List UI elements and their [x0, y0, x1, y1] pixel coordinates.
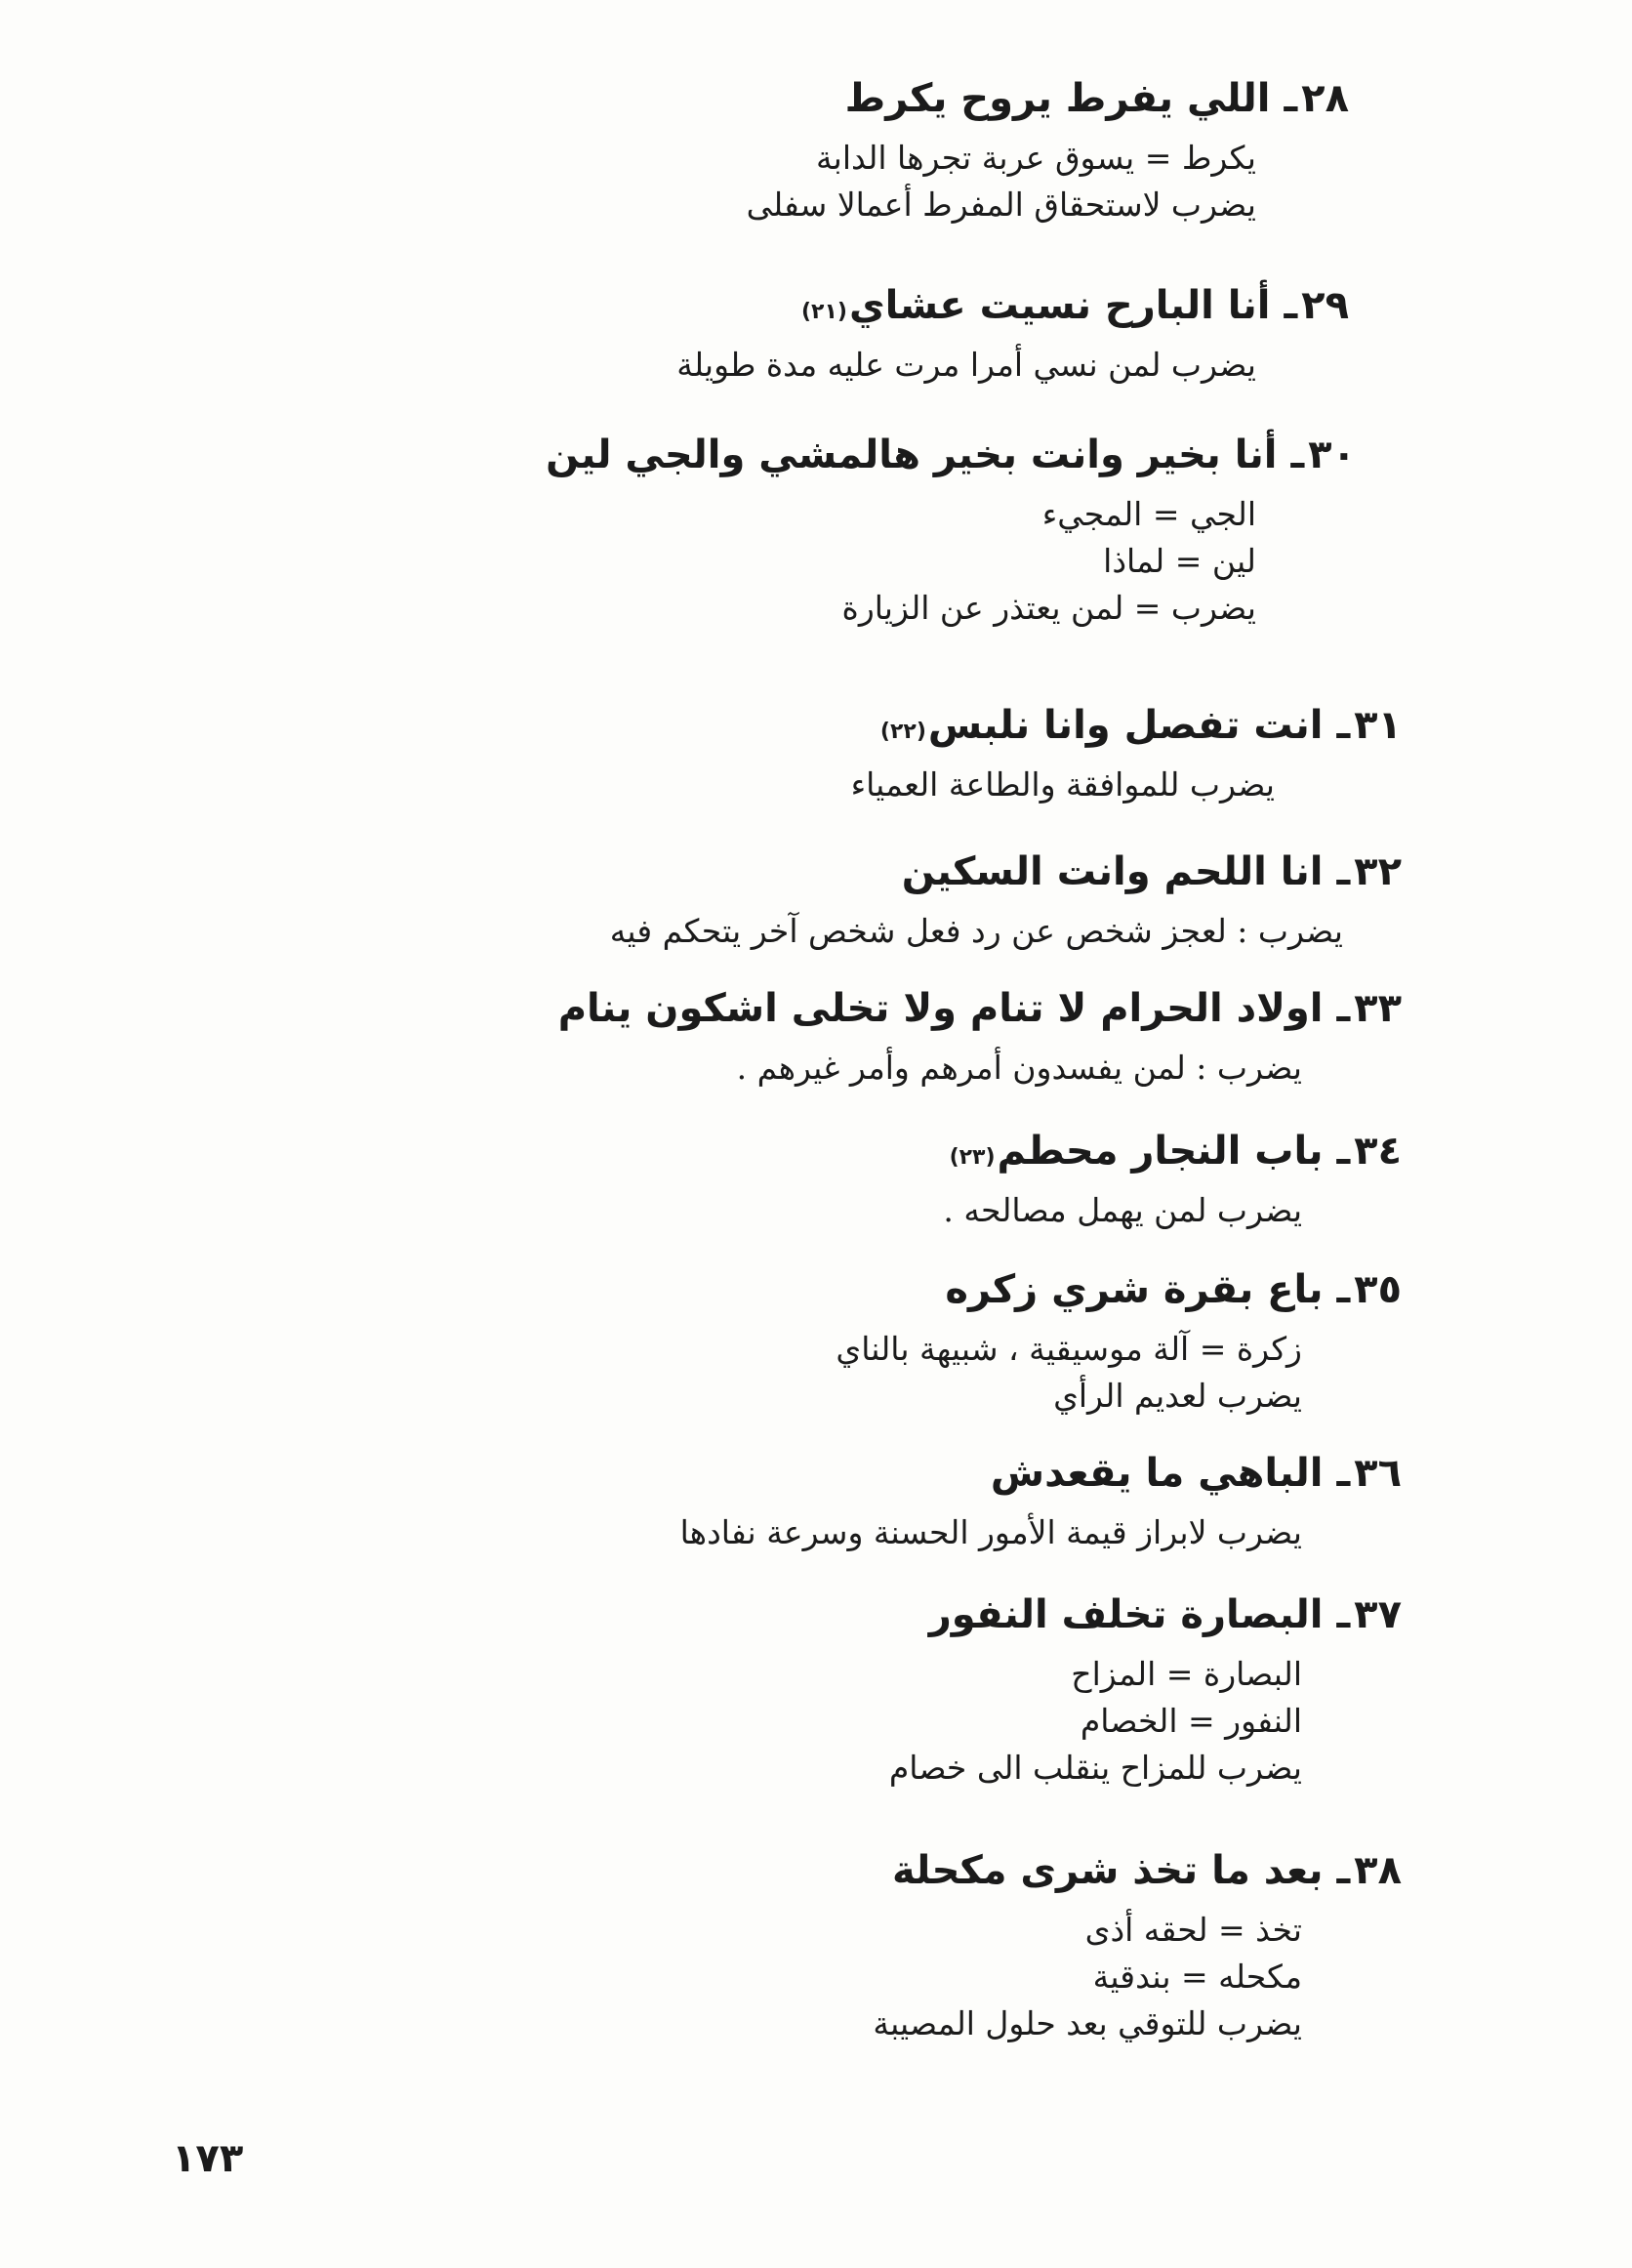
proverb-explanation: [889, 1651, 1302, 1792]
proverb-heading: [873, 1840, 1402, 1901]
proverb-title: البصارة تخلف النفور: [928, 1592, 1324, 1637]
proverb-heading: [546, 425, 1356, 485]
proverb-heading: [747, 68, 1349, 129]
proverb-explanation: [676, 342, 1256, 389]
heading-dash: ـ: [1336, 1451, 1351, 1496]
explanation-line: الجي = المجيء: [1041, 495, 1256, 533]
proverb-title: انا اللحم وانت السكين: [901, 849, 1324, 894]
proverb-entry-34: [943, 1121, 1402, 1234]
explanation-line: يضرب = لمن يعتذر عن الزيارة: [841, 589, 1256, 627]
proverb-entry-33: [558, 978, 1402, 1092]
footnote-marker: (٢٣): [949, 1145, 996, 1170]
heading-dash: ـ: [1290, 433, 1305, 477]
heading-dash: ـ: [1336, 849, 1351, 894]
proverb-number: ٢٨: [1301, 76, 1349, 121]
explanation-line: يضرب لمن يهمل مصالحه .: [943, 1191, 1302, 1229]
proverb-explanation: [680, 1509, 1302, 1556]
proverb-heading: [610, 842, 1402, 902]
proverb-explanation: [836, 1326, 1302, 1420]
proverb-entry-32: [610, 842, 1402, 955]
proverb-number: ٣٥: [1354, 1267, 1402, 1312]
proverb-heading: [851, 695, 1402, 756]
explanation-line: يضرب للموافقة والطاعة العمياء: [850, 765, 1275, 804]
heading-dash: ـ: [1336, 1848, 1351, 1893]
proverb-heading: [943, 1121, 1402, 1181]
explanation-line: البصارة = المزاح: [1071, 1655, 1302, 1693]
explanation-line: يكرط = يسوق عربة تجرها الدابة: [815, 139, 1256, 177]
proverb-title: الباهي ما يقعدش: [990, 1451, 1324, 1496]
proverb-title: اولاد الحرام لا تنام ولا تخلى اشكون ينام: [557, 986, 1324, 1031]
proverb-entry-37: [889, 1585, 1402, 1792]
explanation-line: زكرة = آلة موسيقية ، شبيهة بالناي: [836, 1330, 1302, 1368]
proverb-number: ٣٦: [1354, 1451, 1402, 1496]
proverb-number: ٣٠: [1308, 433, 1356, 477]
footnote-marker: (٢١): [800, 300, 847, 324]
proverb-explanation: [747, 135, 1256, 228]
proverb-explanation: [851, 762, 1275, 808]
heading-dash: ـ: [1284, 283, 1298, 328]
proverb-title: أنا بخير وانت بخير هالمشي والجي لين: [546, 433, 1278, 477]
proverb-number: ٣٢: [1354, 849, 1402, 894]
proverb-entry-29: [676, 275, 1349, 389]
explanation-line: يضرب للتوقي بعد حلول المصيبة: [873, 2004, 1302, 2042]
explanation-line: يضرب لعديم الرأي: [1053, 1377, 1302, 1415]
proverb-entry-38: [873, 1840, 1402, 2047]
proverb-heading: [680, 1443, 1402, 1504]
explanation-line: مكحله = بندقية: [1092, 1958, 1302, 1996]
proverb-explanation: [610, 908, 1343, 955]
proverb-title: انت تفصل وانا نلبس: [927, 703, 1324, 748]
proverb-number: ٢٩: [1301, 283, 1349, 328]
proverb-title: باب النجار محطم: [997, 1129, 1324, 1174]
proverb-number: ٣١: [1354, 703, 1402, 748]
explanation-line: النفور = الخصام: [1080, 1702, 1302, 1740]
footnote-marker: (٢٢): [879, 720, 926, 744]
proverb-title: بعد ما تخذ شرى مكحلة: [892, 1848, 1324, 1893]
proverb-explanation: [873, 1907, 1302, 2047]
proverb-heading: [676, 275, 1349, 336]
heading-dash: ـ: [1336, 1129, 1351, 1174]
heading-dash: ـ: [1336, 703, 1351, 748]
proverb-explanation: [943, 1187, 1302, 1234]
heading-dash: ـ: [1336, 986, 1351, 1031]
proverb-title: اللي يفرط يروح يكرط: [844, 76, 1271, 121]
heading-dash: ـ: [1336, 1592, 1351, 1637]
explanation-line: يضرب لاستحقاق المفرط أعمالا سفلى: [746, 186, 1256, 224]
explanation-line: تخذ = لحقه أذى: [1084, 1911, 1302, 1949]
explanation-line: يضرب لابراز قيمة الأمور الحسنة وسرعة نفادها: [679, 1513, 1302, 1551]
proverb-entry-28: [747, 68, 1349, 228]
heading-dash: ـ: [1336, 1267, 1351, 1312]
proverb-title: باع بقرة شري زكره: [945, 1267, 1324, 1312]
heading-dash: ـ: [1284, 76, 1298, 121]
proverb-heading: [836, 1259, 1402, 1320]
explanation-line: يضرب لمن نسي أمرا مرت عليه مدة طويلة: [676, 346, 1256, 384]
explanation-line: يضرب : لمن يفسدون أمرهم وأمر غيرهم .: [736, 1049, 1302, 1087]
proverb-number: ٣٣: [1354, 986, 1402, 1031]
proverb-number: ٣٧: [1354, 1592, 1402, 1637]
explanation-line: لين = لماذا: [1103, 542, 1256, 580]
explanation-line: يضرب للمزاح ينقلب الى خصام: [888, 1749, 1302, 1787]
proverb-number: ٣٤: [1354, 1129, 1402, 1174]
proverb-entry-31: [851, 695, 1402, 808]
page-number: ١٧٣: [172, 2136, 244, 2181]
proverb-number: ٣٨: [1354, 1848, 1402, 1893]
proverb-entry-35: [836, 1259, 1402, 1420]
proverb-heading: [558, 978, 1402, 1039]
proverb-heading: [889, 1585, 1402, 1645]
proverb-entry-36: [680, 1443, 1402, 1556]
proverb-explanation: [546, 491, 1256, 632]
proverb-explanation: [558, 1045, 1302, 1092]
explanation-line: يضرب : لعجز شخص عن رد فعل شخص آخر يتحكم فيه: [609, 912, 1343, 950]
proverb-entry-30: [546, 425, 1356, 632]
proverb-title: أنا البارح نسيت عشاي: [848, 283, 1271, 328]
